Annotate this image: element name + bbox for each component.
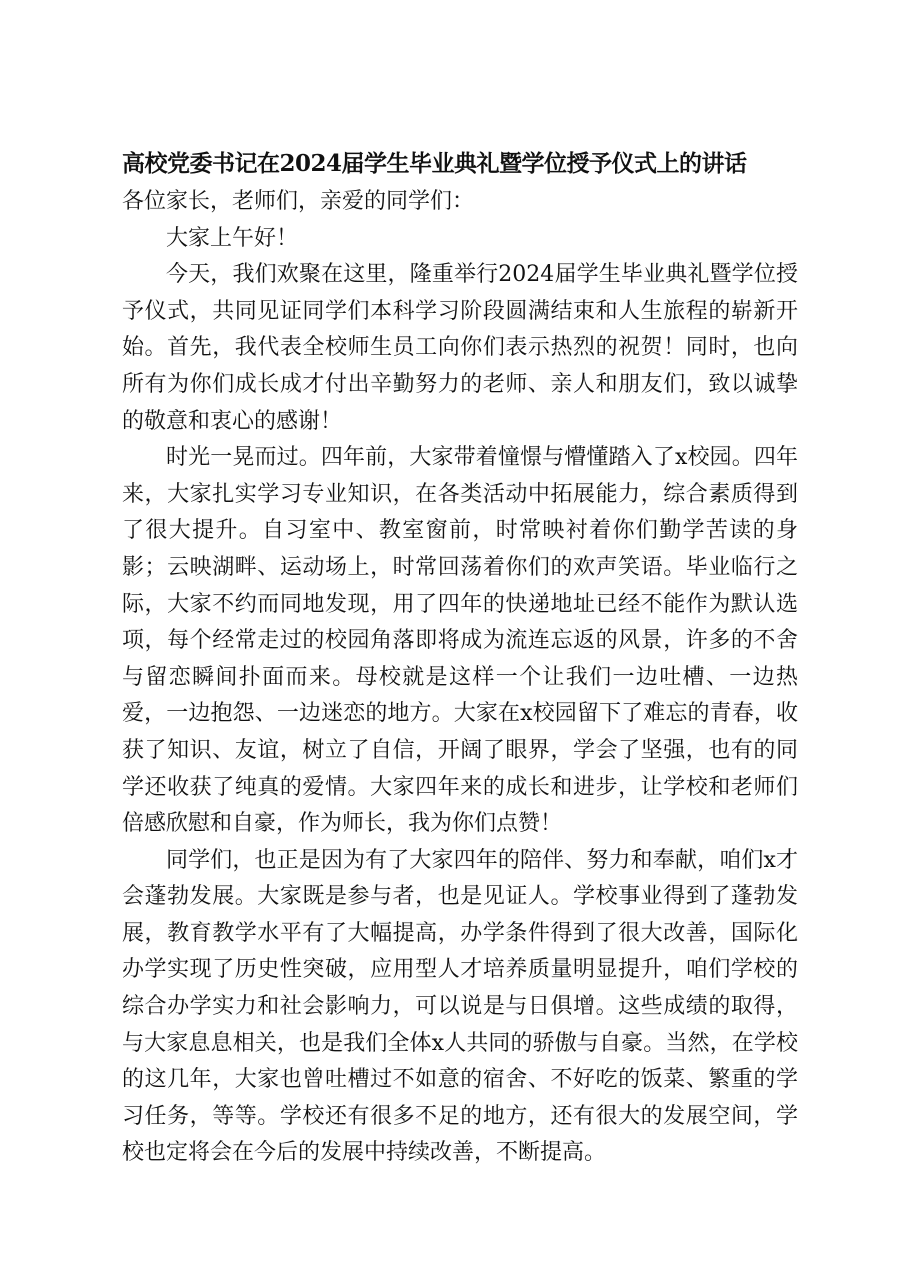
- paragraph-opening: 今天，我们欢聚在这里，隆重举行2024届学生毕业典礼暨学位授予仪式，共同见证同学们本科学习阶段圆满结束和人生旅程的崭新开始。首先，我代表全校师生员工向你们表示热烈的祝贺！同时，也向所有为你们成长成才付出辛勤努力的老师、亲人和朋友们，致以诚挚的敬意和衷心的感谢！: [122, 262, 798, 434]
- salutation: 各位家长，老师们，亲爱的同学们：: [122, 189, 475, 214]
- document-body: [122, 184, 798, 1172]
- document-title: 高校党委书记在2024届学生毕业典礼暨学位授予仪式上的讲话: [122, 150, 747, 177]
- paragraph-memories: 时光一晃而过。四年前，大家带着憧憬与懵懂踏入了x校园。四年来，大家扎实学习专业知识，在各类活动中拓展能力，综合素质得到了很大提升。自习室中、教室窗前，时常映衬着你们勤学苦读的身影；云映湖畔、运动场上，时常回荡着你们的欢声笑语。毕业临行之际，大家不约而同地发现，用了四年的快递地址已经不能作为默认选项，每个经常走过的校园角落即将成为流连忘返的风景，许多的不舍与留恋瞬间扑面而来。母校就是这样一个让我们一边吐槽、一边热爱，一边抱怨、一边迷恋的地方。大家在x校园留下了难忘的青春，收获了知识、友谊，树立了自信，开阔了眼界，学会了坚强，也有的同学还收获了纯真的爱情。大家四年来的成长和进步，让学校和老师们倍感欣慰和自豪，作为师长，我为你们点赞！: [122, 445, 798, 837]
- paragraph-greeting: 大家上午好！: [166, 225, 299, 251]
- paragraph-development: 同学们，也正是因为有了大家四年的陪伴、努力和奉献，咱们x才会蓬勃发展。大家既是参与者，也是见证人。学校事业得到了蓬勃发展，教育教学水平有了大幅提高，办学条件得到了很大改善，国际化办学实现了历史性突破，应用型人才培养质量明显提升，咱们学校的综合办学实力和社会影响力，可以说是与日俱增。这些成绩的取得，与大家息息相关，也是我们全体x人共同的骄傲与自豪。当然，在学校的这几年，大家也曾吐槽过不如意的宿舍、不好吃的饭菜、繁重的学习任务，等等。学校还有很多不足的地方，还有很大的发展空间，学校也定将会在今后的发展中持续改善，不断提高。: [122, 847, 798, 1166]
